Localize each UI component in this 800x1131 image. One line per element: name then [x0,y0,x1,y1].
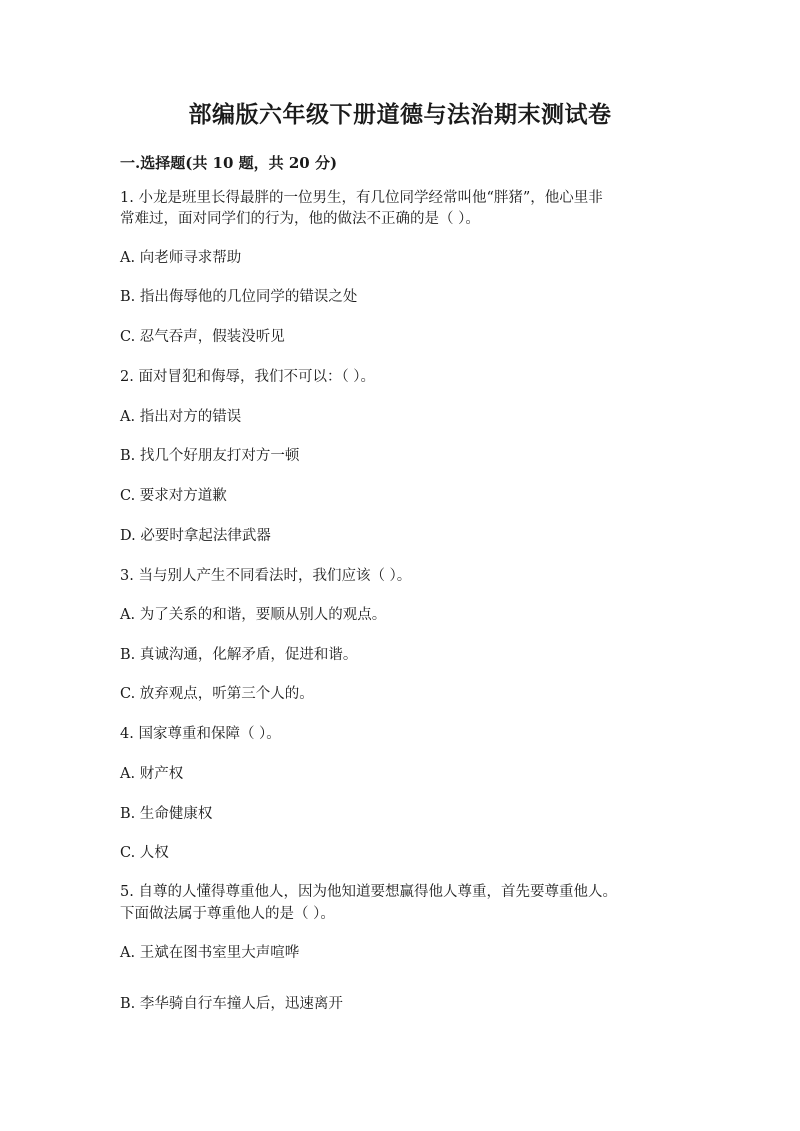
question-2-option-a: A. 指出对方的错误 [120,409,242,425]
section-heading: 一.选择题(共 10 题，共 20 分) [120,154,338,172]
question-3-option-b: B. 真诚沟通，化解矛盾，促进和谐。 [120,647,358,663]
question-4-stem: 4. 国家尊重和保障（ ）。 [120,726,281,742]
question-1-option-c: C. 忍气吞声，假装没听见 [120,329,285,345]
question-3-option-c: C. 放弃观点，听第三个人的。 [120,686,314,702]
question-5-stem-line-2: 下面做法属于尊重他人的是（ ）。 [120,906,335,922]
question-2-option-c: C. 要求对方道歉 [120,488,227,504]
question-1-option-b: B. 指出侮辱他的几位同学的错误之处 [120,289,358,305]
question-5-option-a: A. 王斌在图书室里大声喧哗 [120,945,300,961]
question-4-option-b: B. 生命健康权 [120,806,213,822]
question-1-option-a: A. 向老师寻求帮助 [120,250,242,266]
question-5-option-b: B. 李华骑自行车撞人后，迅速离开 [120,996,343,1012]
question-1-stem-line-1: 1. 小龙是班里长得最胖的一位男生，有几位同学经常叫他“胖猪”，他心里非 [120,190,603,206]
question-2-option-b: B. 找几个好朋友打对方一顿 [120,448,300,464]
question-2-option-d: D. 必要时拿起法律武器 [120,528,271,544]
question-3-stem: 3. 当与别人产生不同看法时，我们应该（ ）。 [120,568,412,584]
question-4-option-c: C. 人权 [120,845,169,861]
question-5-stem-line-1: 5. 自尊的人懂得尊重他人，因为他知道要想赢得他人尊重，首先要尊重他人。 [120,884,617,900]
question-3-option-a: A. 为了关系的和谐，要顺从别人的观点。 [120,607,387,623]
question-4-option-a: A. 财产权 [120,766,184,782]
page-title: 部编版六年级下册道德与法治期末测试卷 [188,101,612,128]
question-2-stem: 2. 面对冒犯和侮辱，我们不可以：（ ）。 [120,369,376,385]
question-1-stem-line-2: 常难过，面对同学们的行为，他的做法不正确的是（ ）。 [120,211,480,227]
